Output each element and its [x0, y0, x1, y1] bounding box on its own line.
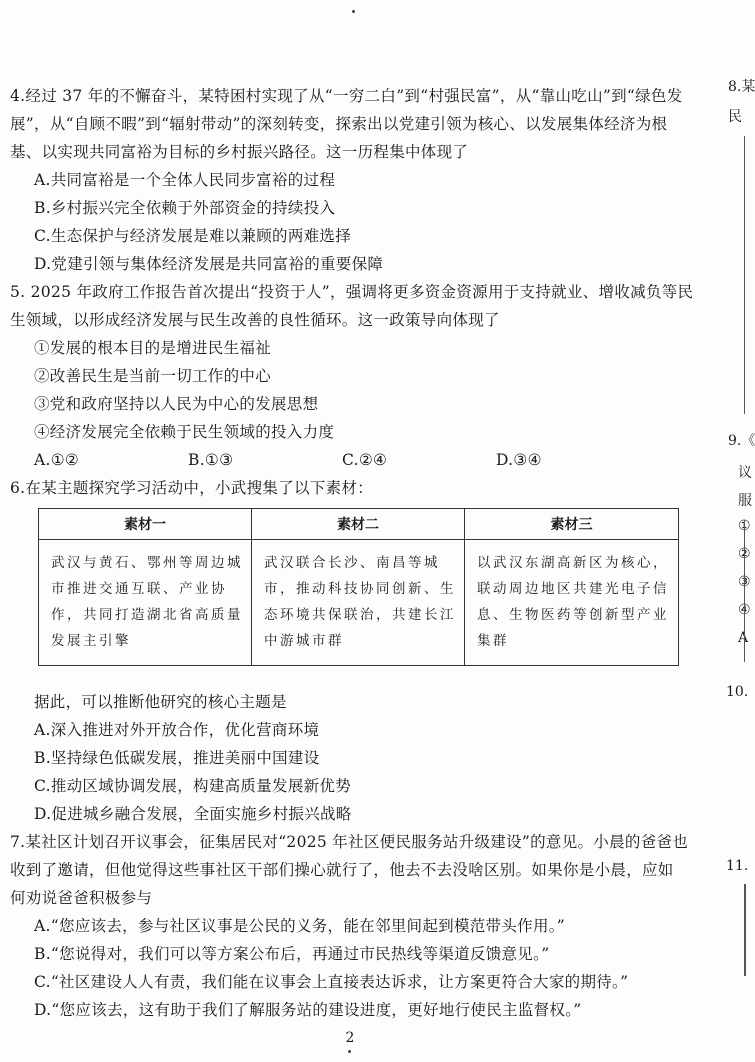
q7-stem-line-1: 7.某社区计划召开议事会，征集居民对“2025 年社区便民服务站升级建设”的意见。小晨的爸爸也 — [10, 833, 689, 851]
q6-option-c: C.推动区域协调发展，构建高质量发展新优势 — [34, 777, 352, 795]
edge-q9-item-3: ③ — [738, 574, 751, 590]
q6-prompt: 据此，可以推断他研究的核心主题是 — [34, 693, 287, 711]
material-cell-3: 以武汉东湖高新区为核心，联动周边地区共建光电子信息、生物医药等创新型产业集群 — [465, 540, 679, 666]
material-header-2: 素材二 — [252, 509, 465, 540]
edge-q10-label: 10. — [726, 684, 749, 700]
q5-stem-line-1: 5. 2025 年政府工作报告首次提出“投资于人”，强调将更多资金资源用于支持就业、增收减负等民 — [10, 283, 694, 301]
q4-option-b: B.乡村振兴完全依赖于外部资金的持续投入 — [34, 199, 336, 217]
edge-q8-label: 8.某 — [728, 79, 755, 95]
edge-q9-choice: A — [738, 630, 749, 646]
edge-q11-label: 11. — [726, 858, 749, 874]
edge-q9-text-1: 议 — [738, 465, 752, 481]
edge-q9-item-2: ② — [738, 546, 751, 562]
material-cell-1: 武汉与黄石、鄂州等周边城市推进交通互联、产业协作，共同打造湖北省高质量发展主引擎 — [39, 540, 252, 666]
q5-choice-c: C.②④ — [342, 451, 388, 469]
q7-stem-line-2: 收到了邀请，但他觉得这些事社区干部们操心就行了，他去不去没啥区别。如果你是小晨，应如 — [10, 861, 674, 879]
material-cell-2: 武汉联合长沙、南昌等城市，推动科技协同创新、生态环境共保联治，共建长江中游城市群 — [252, 540, 465, 666]
q6-option-a: A.深入推进对外开放合作，优化营商环境 — [34, 721, 320, 739]
q4-stem-line-3: 基、以实现共同富裕为目标的乡村振兴路径。这一历程集中体现了 — [10, 143, 469, 161]
q7-option-a: A.“您应该去，参与社区议事是公民的义务，能在邻里间起到模范带头作用。” — [34, 917, 566, 935]
q5-item-2: ②改善民生是当前一切工作的中心 — [34, 367, 272, 385]
edge-q8-box — [744, 136, 745, 414]
q6-option-d: D.促进城乡融合发展，全面实施乡村振兴战略 — [34, 805, 352, 823]
edge-q9-item-1: ① — [738, 518, 751, 534]
q4-stem-line-1: 4.经过 37 年的不懈奋斗，某特困村实现了从“一穷二白”到“村强民富”，从“靠山吃山”到“绿色发 — [10, 87, 683, 105]
edge-q9-rule — [744, 520, 745, 662]
q7-stem-line-3: 何劝说爸爸积极参与 — [10, 889, 153, 907]
q4-option-a: A.共同富裕是一个全体人民同步富裕的过程 — [34, 171, 336, 189]
q5-choice-a: A.①② — [34, 451, 80, 469]
edge-q11-box — [744, 884, 746, 976]
q7-option-c: C.“社区建设人人有责，我们能在议事会上直接表达诉求，让方案更符合大家的期待。” — [34, 973, 629, 991]
edge-q9-label: 9.《 — [728, 433, 755, 449]
scan-speck — [352, 10, 355, 13]
q7-option-b: B.“您说得对，我们可以等方案公布后，再通过市民热线等渠道反馈意见。” — [34, 945, 550, 963]
q5-item-4: ④经济发展完全依赖于民生领域的投入力度 — [34, 423, 335, 441]
q5-item-1: ①发展的根本目的是增进民生福祉 — [34, 339, 272, 357]
edge-q9-item-4: ④ — [738, 602, 751, 618]
q5-choice-d: D.③④ — [496, 451, 542, 469]
q6-option-b: B.坚持绿色低碳发展，推进美丽中国建设 — [34, 749, 320, 767]
edge-q9-text-2: 服 — [738, 493, 752, 509]
q6-material-table — [38, 508, 679, 666]
material-header-3: 素材三 — [465, 509, 679, 540]
q5-choice-b: B.①③ — [188, 451, 234, 469]
q4-option-d: D.党建引领与集体经济发展是共同富裕的重要保障 — [34, 255, 384, 273]
q5-stem-line-2: 生领域，以形成经济发展与民生改善的良性循环。这一政策导向体现了 — [10, 311, 500, 329]
q7-option-d: D.“您应该去，这有助于我们了解服务站的建设进度，更好地行使民主监督权。” — [34, 1001, 582, 1019]
scan-speck — [348, 1050, 351, 1053]
q6-stem: 6.在某主题探究学习活动中，小武搜集了以下素材： — [10, 479, 373, 497]
page-number: 2 — [345, 1030, 355, 1046]
q4-option-c: C.生态保护与经济发展是难以兼顾的两难选择 — [34, 227, 352, 245]
edge-q8-text: 民 — [728, 109, 742, 125]
material-header-1: 素材一 — [39, 509, 252, 540]
q5-item-3: ③党和政府坚持以人民为中心的发展思想 — [34, 395, 319, 413]
q4-stem-line-2: 展”，从“自顾不暇”到“辐射带动”的深刻转变，探索出以党建引领为核心、以发展集体经济为根 — [10, 115, 668, 133]
